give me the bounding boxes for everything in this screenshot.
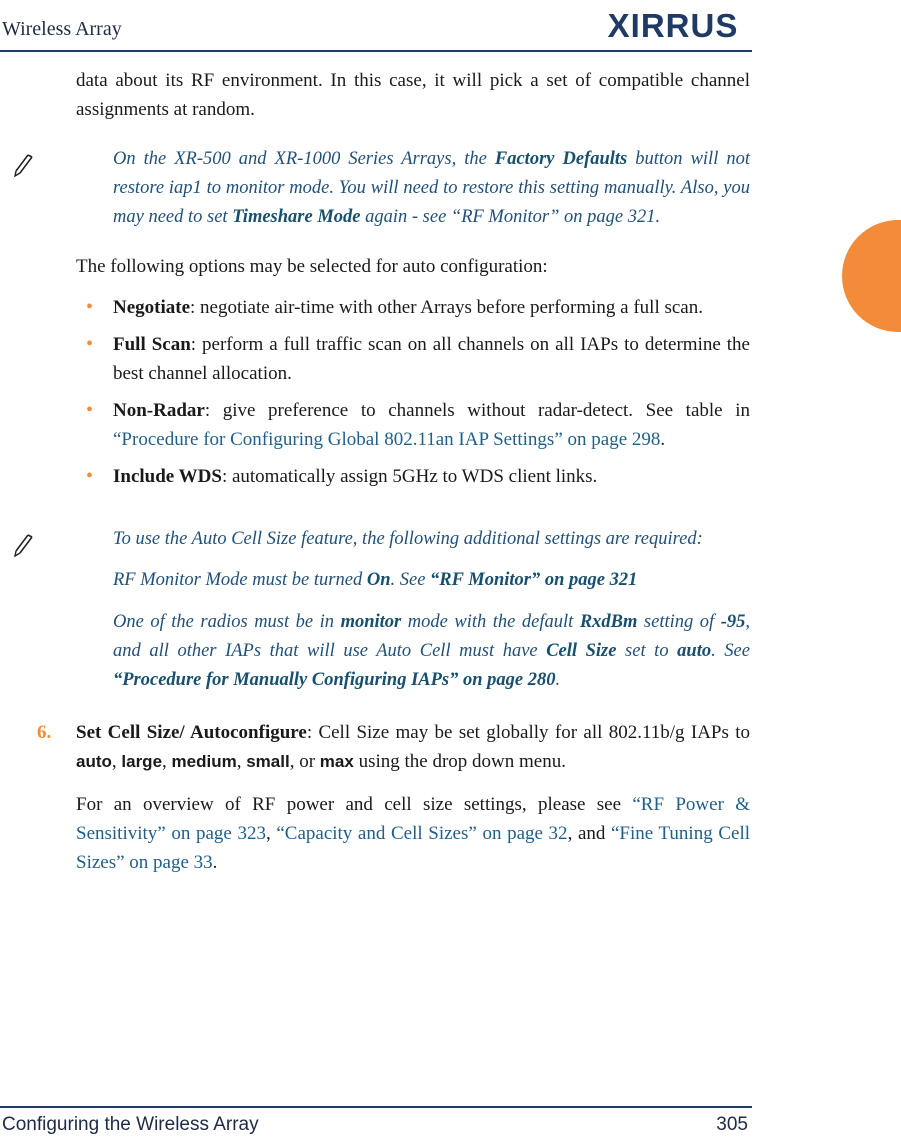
note1-text2: button will not restore iap1 to monitor mode. You will need to restore this setting manually. Also, you may need to set [113, 149, 750, 227]
rf-monitor-link-2[interactable]: “RF Monitor” on page 321 [430, 570, 638, 590]
overview-text2: . [212, 852, 218, 873]
rf-monitor-link[interactable]: “RF Monitor” on page 321 [450, 207, 656, 227]
option-text: : automatically assign 5GHz to WDS client links. [221, 466, 598, 487]
note1-text3: again - see [360, 207, 451, 227]
manual-iap-link[interactable]: “Procedure for Manually Configuring IAPs” on page 280 [113, 670, 556, 690]
fine-tuning-link[interactable]: “Fine Tuning Cell Sizes” on page 33 [76, 823, 750, 873]
note2-intro: To use the Auto Cell Size feature, the following additional settings are required: [113, 529, 703, 549]
options-intro: The following options may be selected for auto configuration: [76, 256, 548, 277]
option-label: Negotiate [113, 297, 191, 318]
note1-text4: . [655, 207, 661, 227]
bullet-icon: • [86, 333, 94, 355]
option-large: large [121, 752, 163, 771]
auto-term: auto [677, 641, 712, 661]
bullet-icon: • [86, 296, 94, 318]
rxdbm-term: RxdBm [579, 612, 638, 632]
footer-rule [0, 1106, 752, 1108]
capacity-cell-sizes-link[interactable]: “Capacity and Cell Sizes” on page 32 [276, 823, 568, 844]
intro-paragraph: data about its RF environment. In this case, it will pick a set of compatible channel assignments at random. [76, 70, 750, 120]
option-label: Non-Radar [113, 400, 205, 421]
note2-p3-text1: One of the radios must be in [113, 612, 341, 632]
bullet-icon: • [86, 399, 94, 421]
option-medium: medium [171, 752, 237, 771]
option-text: : give preference to channels without radar-detect. See table in [204, 400, 750, 421]
bullet-icon: • [86, 465, 94, 487]
xirrus-logo [598, 6, 748, 44]
monitor-term: monitor [340, 612, 402, 632]
rf-power-link[interactable]: “RF Power & Sensitivity” on page 323 [76, 794, 750, 844]
header-rule [0, 50, 752, 52]
auto-config-options [76, 293, 750, 491]
step-6 [37, 718, 751, 776]
sep4: , or [289, 751, 320, 772]
sep3: , [236, 751, 247, 772]
note2-p2-text2: . See [390, 570, 431, 590]
sep2: , [162, 751, 172, 772]
page-body [37, 66, 751, 877]
note1-text1: On the XR-500 and XR-1000 Series Arrays, the [113, 149, 495, 169]
page-number: 305 [716, 1114, 748, 1135]
option-max: max [319, 752, 354, 771]
step-text1: : Cell Size may be set globally for all 802.11b/g IAPs to [306, 722, 751, 743]
note2-p3-text6: . See [711, 641, 750, 661]
step-number: 6. [37, 722, 52, 743]
overview-sep2: , and [567, 823, 611, 844]
note-factory-defaults [76, 145, 750, 232]
overview-sep1: , [265, 823, 277, 844]
list-item [76, 293, 750, 322]
factory-defaults-term: Factory Defaults [494, 149, 628, 169]
cell-size-term: Cell Size [546, 641, 617, 661]
note2-p3-text2: mode with the default [401, 612, 580, 632]
overview-text1: For an overview of RF power and cell size settings, please see [76, 794, 633, 815]
note-auto-cell-size [76, 525, 750, 695]
option-auto: auto [76, 752, 112, 771]
note2-p3-text5: set to [616, 641, 678, 661]
logo-text: XIRRUS [607, 7, 739, 44]
step-text2: using the drop down menu. [353, 751, 566, 772]
overview-paragraph [76, 790, 750, 877]
timeshare-mode-term: Timeshare Mode [232, 207, 361, 227]
note-pencil-icon [2, 149, 62, 177]
sep1: , [111, 751, 122, 772]
global-iap-settings-link[interactable]: “Procedure for Configuring Global 802.11an IAP Settings” on page 298 [113, 429, 661, 450]
minus95-term: -95 [720, 612, 746, 632]
list-item [76, 462, 750, 491]
note2-p3-text7: . [555, 670, 561, 690]
running-header: Wireless Array [2, 18, 122, 40]
note-pencil-icon [2, 529, 62, 557]
chapter-tab [842, 220, 901, 332]
footer-section-title: Configuring the Wireless Array [2, 1114, 259, 1135]
option-text: : perform a full traffic scan on all channels on all IAPs to determine the best channel allocation. [113, 334, 750, 384]
note2-p3-text4: , and all other IAPs that will use Auto Cell must have [113, 612, 750, 661]
note2-p2-text1: RF Monitor Mode must be turned [113, 570, 367, 590]
option-label: Include WDS [113, 466, 222, 487]
step-label: Set Cell Size/ Autoconfigure [76, 722, 307, 743]
note2-p3-text3: setting of [637, 612, 721, 632]
option-text: : negotiate air-time with other Arrays before performing a full scan. [190, 297, 703, 318]
on-term: On [366, 570, 391, 590]
list-item [76, 330, 750, 388]
list-item [76, 396, 750, 454]
option-after: . [660, 429, 666, 450]
option-small: small [246, 752, 290, 771]
option-label: Full Scan [113, 334, 191, 355]
